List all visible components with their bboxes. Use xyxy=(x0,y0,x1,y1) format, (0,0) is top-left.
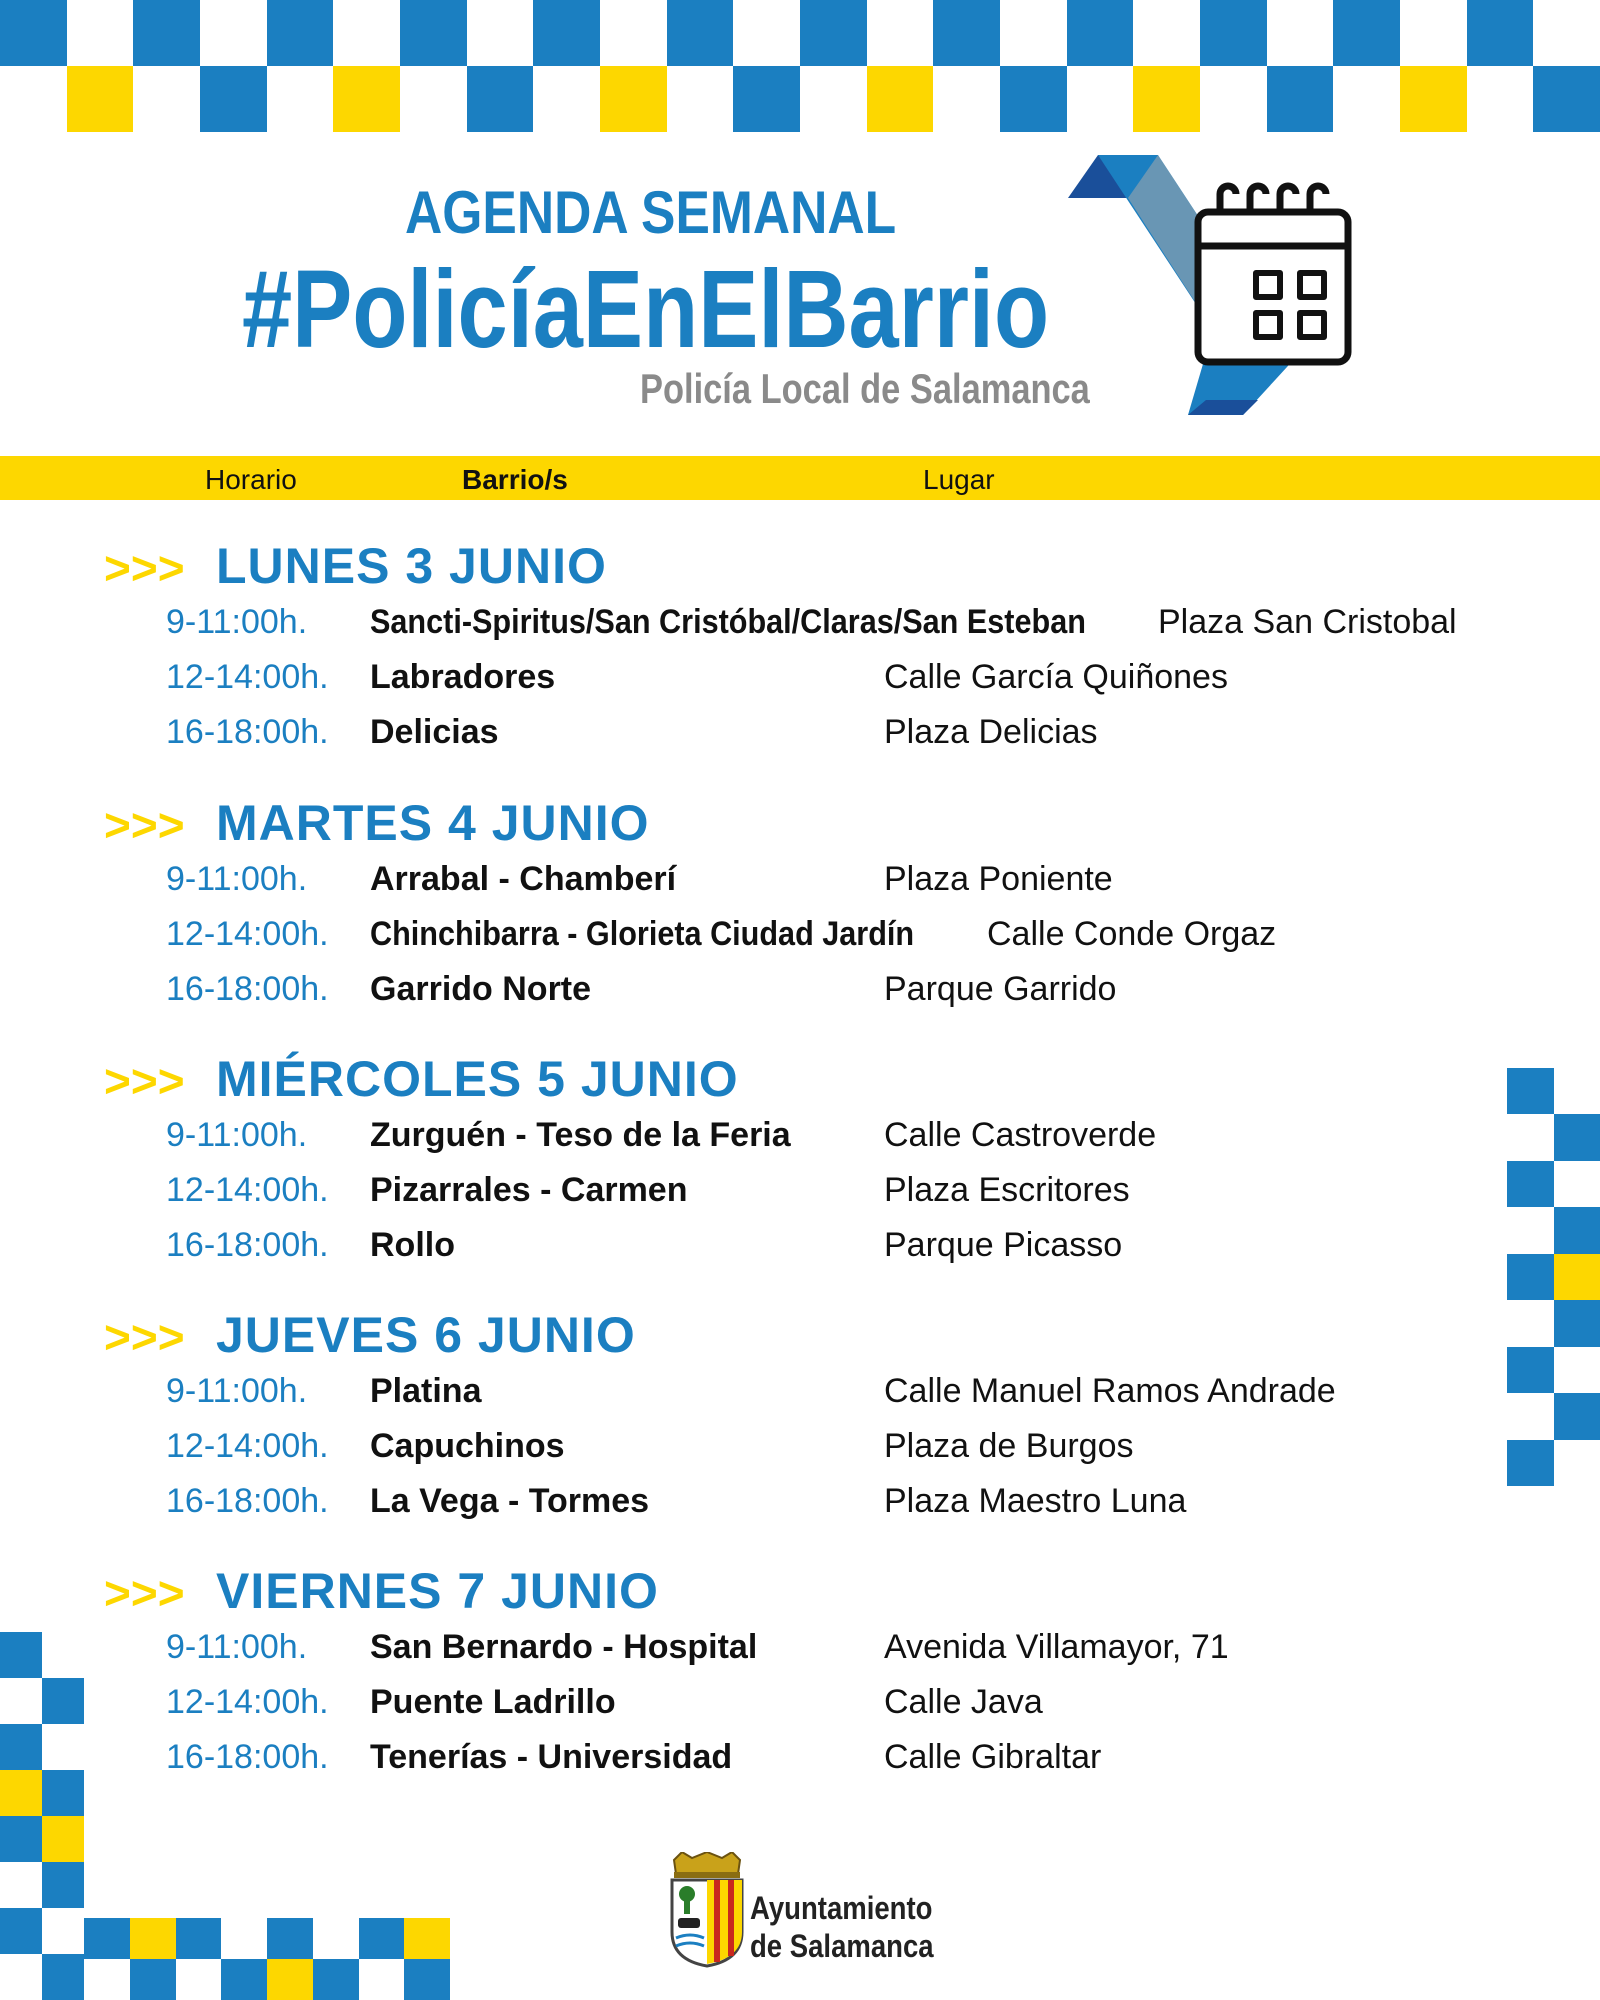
time: 12-14:00h. xyxy=(166,1683,329,1721)
checker-cell xyxy=(867,66,934,132)
checker-cell xyxy=(333,66,400,132)
checker-cell xyxy=(1533,66,1600,132)
checker-cell xyxy=(333,0,400,66)
checker-cell xyxy=(600,0,667,66)
checker-cell xyxy=(933,0,1000,66)
left-checker-border xyxy=(0,1632,84,2000)
checker-cell xyxy=(267,0,334,66)
checker-cell xyxy=(1000,0,1067,66)
checker-cell xyxy=(1333,0,1400,66)
coat-of-arms-icon xyxy=(662,1852,752,1968)
checker-cell xyxy=(313,1959,359,2000)
checker-cell xyxy=(1554,1068,1600,1114)
bottom-checker-border xyxy=(84,1918,450,2000)
checker-cell xyxy=(0,1954,42,2000)
checker-cell xyxy=(221,1918,267,1959)
header-title-line2: #PolicíaEnElBarrio xyxy=(242,248,1050,371)
checker-cell xyxy=(1467,0,1534,66)
checker-cell xyxy=(1507,1161,1554,1207)
lugar: Plaza Escritores xyxy=(884,1171,1130,1209)
checker-cell xyxy=(1200,0,1267,66)
checker-cell xyxy=(1554,1161,1600,1207)
checker-cell xyxy=(67,66,134,132)
lugar: Plaza de Burgos xyxy=(884,1427,1134,1465)
arrows-marker: >>> xyxy=(104,1055,185,1107)
checker-cell xyxy=(0,1724,42,1770)
checker-cell xyxy=(733,66,800,132)
barrio: Platina xyxy=(370,1372,482,1410)
checker-cell xyxy=(42,1954,84,2000)
checker-cell xyxy=(133,66,200,132)
checker-cell xyxy=(1133,0,1200,66)
time: 9-11:00h. xyxy=(166,1372,308,1410)
header-subtitle: Policía Local de Salamanca xyxy=(640,365,1090,412)
checker-cell xyxy=(0,1816,42,1862)
checker-cell xyxy=(1067,66,1134,132)
checker-cell xyxy=(359,1918,405,1959)
checker-cell xyxy=(130,1918,176,1959)
barrio: Capuchinos xyxy=(370,1427,565,1465)
footer-line2: de Salamanca xyxy=(750,1928,934,1964)
time: 9-11:00h. xyxy=(166,1116,308,1154)
checker-cell xyxy=(1400,0,1467,66)
checker-cell xyxy=(667,66,734,132)
checker-cell xyxy=(42,1678,84,1724)
column-barrio: Barrio/s xyxy=(462,464,568,495)
checker-cell xyxy=(67,0,134,66)
checker-cell xyxy=(600,66,667,132)
checker-cell xyxy=(1467,66,1534,132)
checker-cell xyxy=(1554,1393,1600,1439)
checker-cell xyxy=(313,1918,359,1959)
right-checker-border xyxy=(1507,1068,1600,1486)
time: 16-18:00h. xyxy=(166,970,329,1008)
checker-cell xyxy=(42,1724,84,1770)
checker-cell xyxy=(533,0,600,66)
checker-cell xyxy=(467,0,534,66)
checker-cell xyxy=(221,1959,267,2000)
day-label: VIERNES 7 JUNIO xyxy=(216,1563,659,1619)
lugar: Avenida Villamayor, 71 xyxy=(884,1628,1229,1666)
checker-cell xyxy=(42,1816,84,1862)
barrio: Zurguén - Teso de la Feria xyxy=(370,1116,791,1154)
time: 12-14:00h. xyxy=(166,658,329,696)
barrio: Pizarrales - Carmen xyxy=(370,1171,688,1209)
checker-cell xyxy=(0,0,67,66)
checker-cell xyxy=(0,1678,42,1724)
column-lugar: Lugar xyxy=(923,464,995,495)
checker-cell xyxy=(42,1908,84,1954)
header-title-line1: AGENDA SEMANAL xyxy=(405,179,897,246)
arrows-marker: >>> xyxy=(104,1567,185,1619)
time: 16-18:00h. xyxy=(166,1482,329,1520)
checker-cell xyxy=(0,1908,42,1954)
checker-cell xyxy=(176,1918,222,1959)
checker-cell xyxy=(267,1918,313,1959)
checker-cell xyxy=(42,1770,84,1816)
top-checker-border xyxy=(0,0,1600,132)
checker-cell xyxy=(359,1959,405,2000)
checker-cell xyxy=(1133,66,1200,132)
checker-cell xyxy=(133,0,200,66)
checker-cell xyxy=(1507,1393,1554,1439)
checker-cell xyxy=(1067,0,1134,66)
day-label: MIÉRCOLES 5 JUNIO xyxy=(216,1051,739,1107)
checker-cell xyxy=(1507,1207,1554,1253)
footer-line1: Ayuntamiento xyxy=(750,1890,933,1926)
checker-cell xyxy=(1554,1347,1600,1393)
checker-cell xyxy=(1507,1440,1554,1486)
lugar: Plaza Delicias xyxy=(884,713,1098,751)
checker-cell xyxy=(1333,66,1400,132)
checker-cell xyxy=(0,1770,42,1816)
checker-cell xyxy=(400,0,467,66)
time: 16-18:00h. xyxy=(166,1738,329,1776)
arrows-marker: >>> xyxy=(104,799,185,851)
lugar: Parque Picasso xyxy=(884,1226,1123,1264)
lugar: Calle Conde Orgaz xyxy=(987,915,1277,953)
checker-cell xyxy=(533,66,600,132)
lugar: Calle Gibraltar xyxy=(884,1738,1102,1776)
checker-cell xyxy=(1507,1300,1554,1346)
barrio: Sancti-Spiritus/San Cristóbal/Claras/San Esteban xyxy=(370,603,1086,641)
checker-cell xyxy=(267,66,334,132)
checker-cell xyxy=(0,1862,42,1908)
checker-cell xyxy=(667,0,734,66)
checker-cell xyxy=(42,1862,84,1908)
checker-cell xyxy=(1533,0,1600,66)
checker-cell xyxy=(800,0,867,66)
ribbon-calendar-graphic xyxy=(1058,150,1358,425)
time: 16-18:00h. xyxy=(166,1226,329,1264)
checker-cell xyxy=(267,1959,313,2000)
checker-cell xyxy=(467,66,534,132)
checker-cell xyxy=(1267,0,1334,66)
column-header-bar xyxy=(0,456,1600,500)
time: 12-14:00h. xyxy=(166,915,329,953)
checker-cell xyxy=(130,1959,176,2000)
checker-cell xyxy=(1200,66,1267,132)
barrio: Tenerías - Universidad xyxy=(370,1738,733,1776)
barrio: Rollo xyxy=(370,1226,455,1264)
lugar: Plaza Maestro Luna xyxy=(884,1482,1187,1520)
barrio: Garrido Norte xyxy=(370,970,592,1008)
barrio: Arrabal - Chamberí xyxy=(370,860,677,898)
barrio: Labradores xyxy=(370,658,556,696)
barrio: Puente Ladrillo xyxy=(370,1683,616,1721)
checker-cell xyxy=(1554,1207,1600,1253)
barrio: Delicias xyxy=(370,713,499,751)
checker-cell xyxy=(0,66,67,132)
lugar: Calle Java xyxy=(884,1683,1043,1721)
barrio: Chinchibarra - Glorieta Ciudad Jardín xyxy=(370,915,915,953)
day-label: JUEVES 6 JUNIO xyxy=(216,1307,636,1363)
checker-cell xyxy=(1554,1254,1600,1300)
checker-cell xyxy=(1554,1114,1600,1160)
checker-cell xyxy=(1400,66,1467,132)
calendar-icon xyxy=(1198,186,1348,362)
checker-cell xyxy=(1507,1114,1554,1160)
checker-cell xyxy=(1554,1440,1600,1486)
checker-cell xyxy=(1507,1347,1554,1393)
checker-cell xyxy=(84,1959,130,2000)
checker-cell xyxy=(42,1632,84,1678)
time: 9-11:00h. xyxy=(166,1628,308,1666)
checker-cell xyxy=(1507,1068,1554,1114)
checker-cell xyxy=(176,1959,222,2000)
checker-cell xyxy=(400,66,467,132)
lugar: Plaza Poniente xyxy=(884,860,1113,898)
checker-cell xyxy=(200,0,267,66)
checker-cell xyxy=(867,0,934,66)
checker-cell xyxy=(800,66,867,132)
checker-cell xyxy=(404,1918,450,1959)
checker-cell xyxy=(1507,1254,1554,1300)
barrio: La Vega - Tormes xyxy=(370,1482,650,1520)
checker-cell xyxy=(200,66,267,132)
column-horario: Horario xyxy=(205,464,297,495)
day-label: LUNES 3 JUNIO xyxy=(216,538,607,594)
time: 12-14:00h. xyxy=(166,1171,329,1209)
checker-cell xyxy=(933,66,1000,132)
checker-cell xyxy=(733,0,800,66)
checker-cell xyxy=(1000,66,1067,132)
arrows-marker: >>> xyxy=(104,542,185,594)
barrio: San Bernardo - Hospital xyxy=(370,1628,758,1666)
day-label: MARTES 4 JUNIO xyxy=(216,795,650,851)
lugar: Calle Castroverde xyxy=(884,1116,1157,1154)
time: 12-14:00h. xyxy=(166,1427,329,1465)
lugar: Plaza San Cristobal xyxy=(1158,603,1457,641)
checker-cell xyxy=(404,1959,450,2000)
time: 9-11:00h. xyxy=(166,603,308,641)
checker-cell xyxy=(1267,66,1334,132)
time: 9-11:00h. xyxy=(166,860,308,898)
lugar: Calle García Quiñones xyxy=(884,658,1228,696)
checker-cell xyxy=(84,1918,130,1959)
lugar: Parque Garrido xyxy=(884,970,1117,1008)
checker-cell xyxy=(1554,1300,1600,1346)
arrows-marker: >>> xyxy=(104,1311,185,1363)
time: 16-18:00h. xyxy=(166,713,329,751)
lugar: Calle Manuel Ramos Andrade xyxy=(884,1372,1336,1410)
checker-cell xyxy=(0,1632,42,1678)
